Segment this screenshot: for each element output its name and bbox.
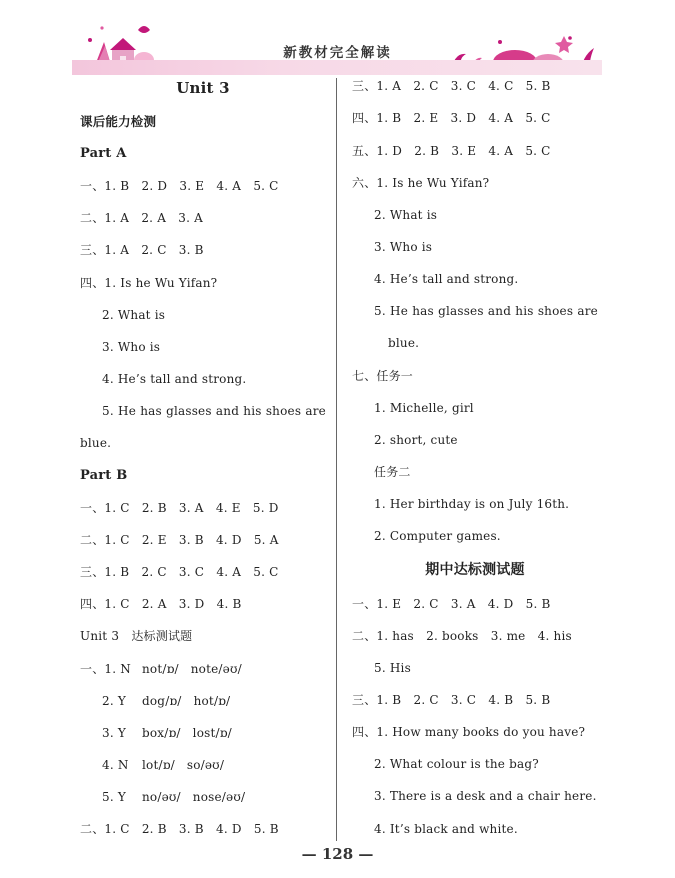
phonics-word: not/ɒ/	[142, 662, 179, 676]
answer-line: 2. Computer games.	[374, 529, 501, 543]
answer-line: 5. His	[374, 661, 411, 675]
page-number: — 128 —	[301, 845, 374, 863]
phonics-line	[102, 723, 244, 743]
part-b-heading: Part B	[80, 468, 128, 483]
answer-line: 一、1. E 2. C 3. A 4. D 5. B	[352, 597, 551, 611]
answer-line: 三、1. B 2. C 3. C 4. A 5. C	[80, 565, 279, 579]
answer-line: 5. He has glasses and his shoes are	[102, 404, 326, 418]
task-heading: 任务二	[374, 465, 411, 479]
phonics-word: lost/ɒ/	[192, 726, 232, 740]
answer-line: 3. Who is	[102, 340, 161, 354]
answer-line: 三、1. A 2. C 3. C 4. C 5. B	[352, 79, 551, 93]
answer-line: 2. short, cute	[374, 433, 458, 447]
answer-line: blue.	[388, 336, 420, 350]
answer-line: 2. What is	[374, 208, 438, 222]
answer-line: 2. What is	[102, 308, 166, 322]
phonics-line	[102, 787, 257, 807]
phonics-word: lot/ɒ/	[142, 758, 175, 772]
answer-line: 二、1. C 2. B 3. B 4. D 5. B	[80, 822, 279, 836]
phonics-line	[80, 659, 254, 679]
answer-line: 5. He has glasses and his shoes are	[374, 304, 598, 318]
task-heading: 七、任务一	[352, 369, 414, 383]
phonics-word: hot/ɒ/	[193, 694, 231, 708]
section-heading: 课后能力检测	[80, 114, 157, 129]
answer-line: 2. What colour is the bag?	[374, 757, 539, 771]
phonics-word: no/əʊ/	[142, 790, 181, 804]
answer-line: 3. Who is	[374, 240, 433, 254]
answer-line: blue.	[80, 436, 112, 450]
page-header	[0, 0, 675, 80]
phonics-label: 一、1. N	[80, 662, 131, 676]
unit-title: Unit 3	[176, 79, 230, 97]
answer-line: 一、1. B 2. D 3. E 4. A 5. C	[80, 179, 279, 193]
phonics-word: note/əʊ/	[190, 662, 242, 676]
answer-line: 三、1. A 2. C 3. B	[80, 243, 204, 257]
header-title: 新教材完全解读	[283, 45, 392, 61]
answer-line: 六、1. Is he Wu Yifan?	[352, 176, 490, 190]
phonics-label: 3. Y	[102, 726, 126, 740]
phonics-line	[102, 755, 236, 775]
answer-line: 三、1. B 2. C 3. C 4. B 5. B	[352, 693, 551, 707]
phonics-word: so/əʊ/	[186, 758, 225, 772]
answer-line: 四、1. B 2. E 3. D 4. A 5. C	[352, 111, 551, 125]
answer-line: 五、1. D 2. B 3. E 4. A 5. C	[352, 144, 551, 158]
answer-line: 二、1. A 2. A 3. A	[80, 211, 203, 225]
answer-line: 四、1. How many books do you have?	[352, 725, 586, 739]
phonics-word: box/ɒ/	[142, 726, 181, 740]
answer-line: 一、1. C 2. B 3. A 4. E 5. D	[80, 501, 279, 515]
phonics-word: dog/ɒ/	[142, 694, 182, 708]
answer-line: 3. There is a desk and a chair here.	[374, 789, 597, 803]
phonics-label: 5. Y	[102, 790, 126, 804]
answer-line: 二、1. C 2. E 3. B 4. D 5. A	[80, 533, 279, 547]
answer-line: 4. He’s tall and strong.	[102, 372, 247, 386]
answer-line: 4. He’s tall and strong.	[374, 272, 519, 286]
header-band	[72, 60, 602, 75]
answer-line: 四、1. Is he Wu Yifan?	[80, 276, 218, 290]
answer-line: 1. Michelle, girl	[374, 401, 474, 415]
test-heading: Unit 3 达标测试题	[80, 629, 193, 643]
midterm-title: 期中达标测试题	[425, 562, 525, 578]
answer-line: 四、1. C 2. A 3. D 4. B	[80, 597, 242, 611]
phonics-label: 2. Y	[102, 694, 126, 708]
column-divider	[336, 78, 337, 841]
part-a-heading: Part A	[80, 146, 127, 161]
answer-line: 1. Her birthday is on July 16th.	[374, 497, 570, 511]
phonics-label: 4. N	[102, 758, 129, 772]
answer-line: 二、1. has 2. books 3. me 4. his	[352, 629, 572, 643]
answer-line: 4. It’s black and white.	[374, 822, 518, 836]
phonics-line	[102, 691, 242, 711]
phonics-word: nose/əʊ/	[192, 790, 246, 804]
